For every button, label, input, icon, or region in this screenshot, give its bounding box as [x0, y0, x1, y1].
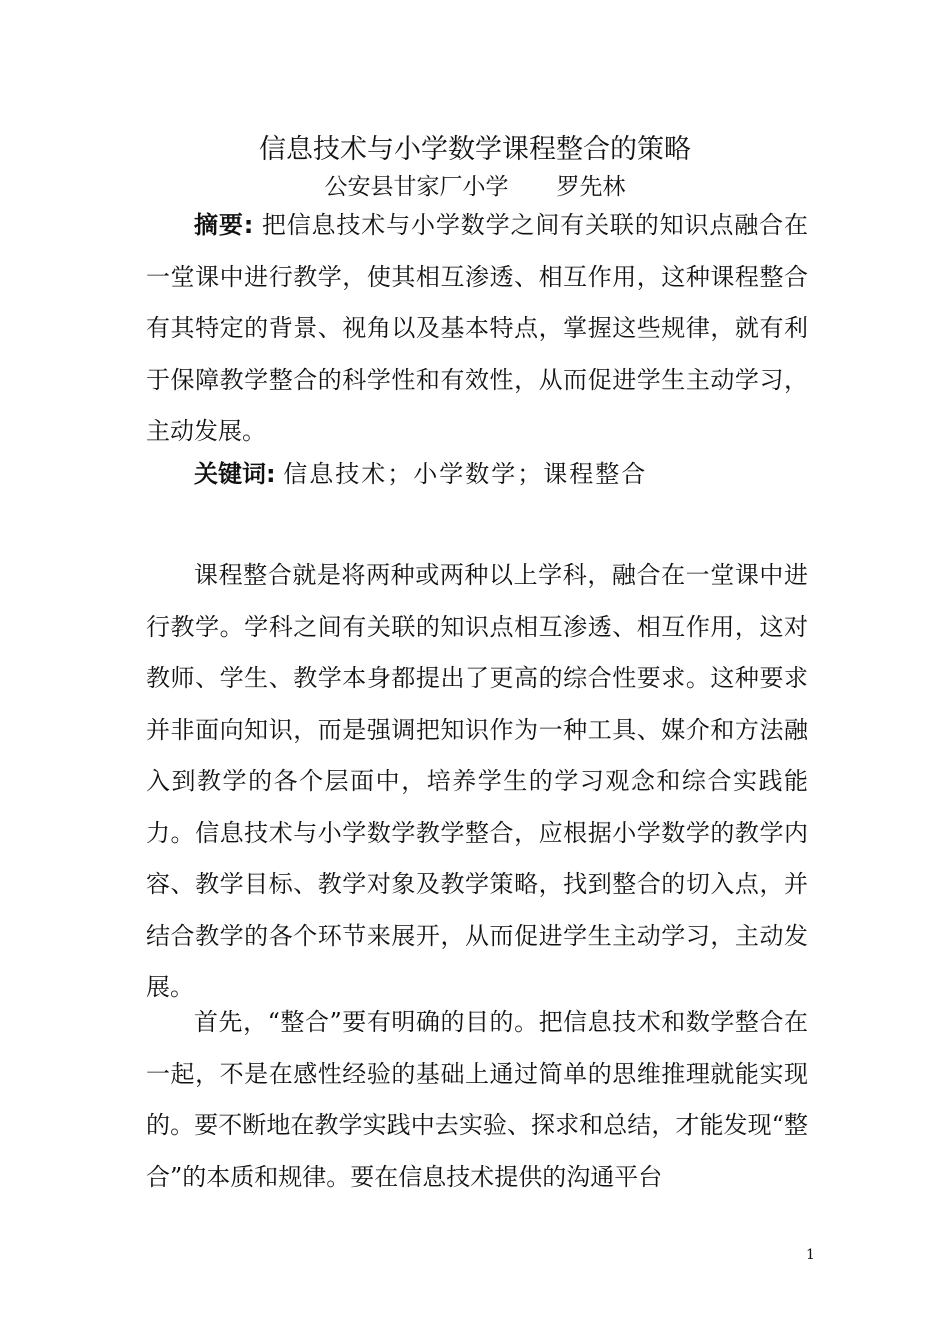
body-paragraph-2: 首先，“整合”要有明确的目的。把信息技术和数学整合在一起，不是在感性经验的基础上通过简单的思维推理就能实现的。要不断地在教学实践中去实验、探求和总结，才能发现“整合”的本质和规律。要在信息技术提供的沟通平台 [146, 1008, 808, 1191]
keywords [146, 449, 808, 501]
author-name: 罗先林 [556, 174, 626, 200]
page-number: 1 [806, 1247, 815, 1263]
document-title: 信息技术与小学数学课程整合的策略 [259, 134, 691, 165]
author-line [0, 171, 950, 203]
abstract [146, 200, 808, 458]
keywords-text: 信息技术；小学数学；课程整合 [283, 460, 648, 488]
keywords-label: 关键词: [194, 460, 276, 488]
abstract-label: 摘要: [194, 211, 254, 239]
school-name: 公安县甘家厂小学 [324, 174, 509, 200]
body-paragraph-1: 课程整合就是将两种或两种以上学科，融合在一堂课中进行教学。学科之间有关联的知识点相互渗透、相互作用，这对教师、学生、教学本身都提出了更高的综合性要求。这种要求并非面向知识，而是强调把知识作为一种工具、媒介和方法融入到教学的各个层面中，培养学生的学习观念和综合实践能力。信息技术与小学数学教学整合，应根据小学数学的教学内容、教学目标、教学对象及教学策略，找到整合的切入点，并结合教学的各个环节来展开，从而促进学生主动学习，主动发展。 [146, 561, 808, 1001]
abstract-text: 把信息技术与小学数学之间有关联的知识点融合在一堂课中进行教学，使其相互渗透、相互作用，这种课程整合有其特定的背景、视角以及基本特点，掌握这些规律，就有利于保障教学整合的科学性和有效性，从而促进学生主动学习，主动发展。 [146, 211, 808, 445]
